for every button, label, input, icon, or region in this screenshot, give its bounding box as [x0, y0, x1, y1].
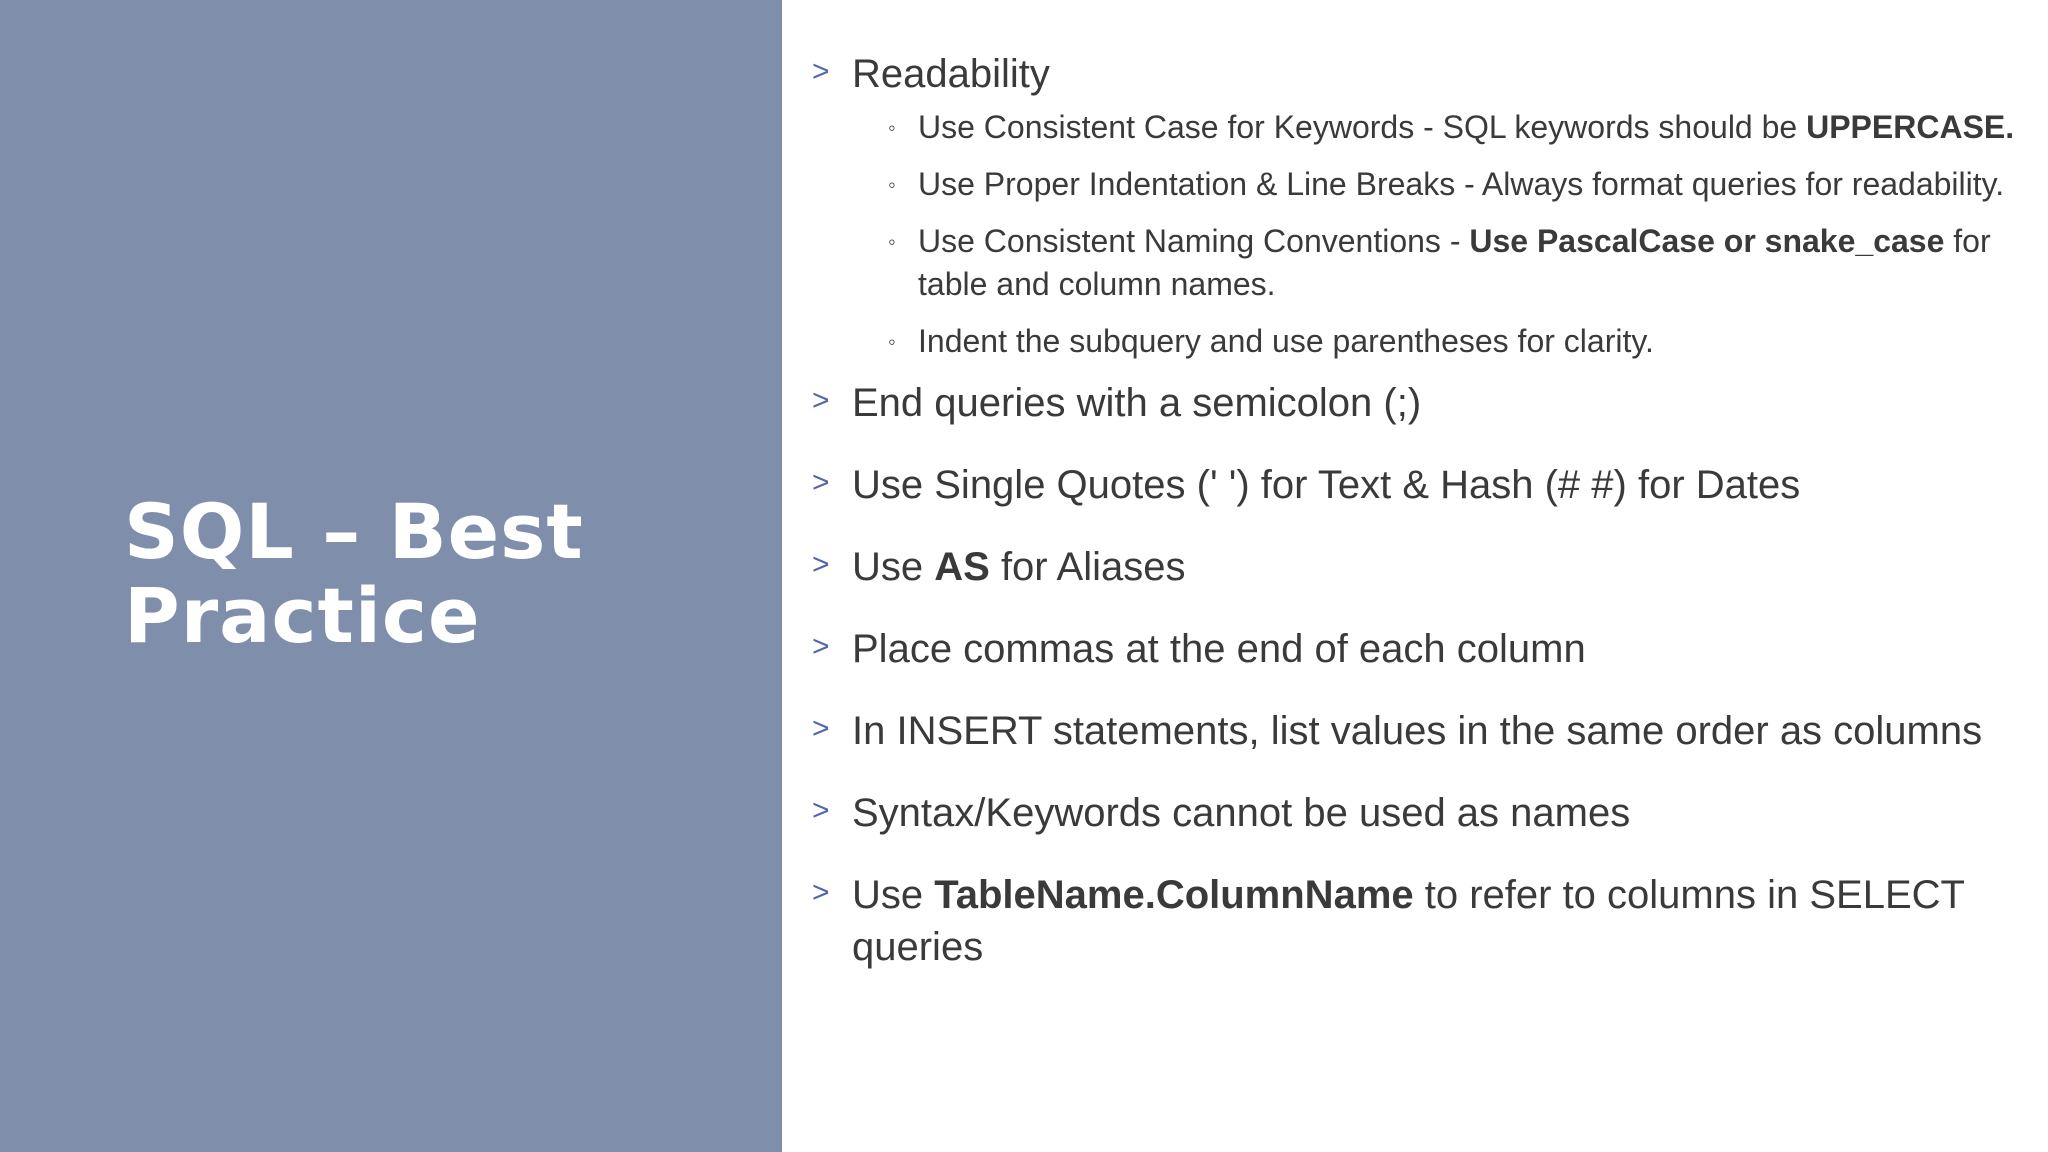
- hollow-circle-bullet-icon: ◦: [888, 229, 896, 254]
- title-panel: [0, 0, 782, 1152]
- sub-item-text: Use Consistent Case for Keywords - SQL keywords should be UPPERCASE.: [918, 109, 2015, 145]
- list-item: [812, 377, 2022, 429]
- sub-item: [852, 163, 2022, 206]
- chevron-right-icon: >: [812, 630, 830, 663]
- list-item-text: Readability: [852, 52, 1050, 96]
- sub-item-text: Indent the subquery and use parentheses for clarity.: [918, 323, 1654, 359]
- title-line-1: SQL – Best: [124, 487, 584, 576]
- list-item-text: In INSERT statements, list values in the same order as columns: [852, 709, 1983, 753]
- chevron-right-icon: >: [812, 466, 830, 499]
- sub-item: [852, 106, 2022, 149]
- hollow-circle-bullet-icon: ◦: [888, 329, 896, 354]
- list-item-text: Use TableName.ColumnName to refer to columns in SELECT queries: [852, 873, 1965, 969]
- chevron-right-icon: >: [812, 712, 830, 745]
- list-item: [812, 787, 2022, 839]
- list-item: [812, 459, 2022, 511]
- list-item-text: Place commas at the end of each column: [852, 627, 1586, 671]
- sub-item: [852, 320, 2022, 363]
- chevron-right-icon: >: [812, 55, 830, 88]
- chevron-right-icon: >: [812, 548, 830, 581]
- chevron-right-icon: >: [812, 384, 830, 417]
- hollow-circle-bullet-icon: ◦: [888, 172, 896, 197]
- chevron-right-icon: >: [812, 876, 830, 909]
- bullet-list: [812, 48, 2022, 1003]
- sub-item-text: Use Proper Indentation & Line Breaks - Always format queries for readability.: [918, 166, 2005, 202]
- sub-item-text: Use Consistent Naming Conventions - Use PascalCase or snake_case for table and column names.: [918, 223, 1991, 302]
- list-item-readability: [812, 48, 2022, 363]
- list-item-text: End queries with a semicolon (;): [852, 381, 1422, 425]
- chevron-right-icon: >: [812, 794, 830, 827]
- list-item: [812, 623, 2022, 675]
- list-item: [812, 705, 2022, 757]
- hollow-circle-bullet-icon: ◦: [888, 115, 896, 140]
- list-item-text: Syntax/Keywords cannot be used as names: [852, 791, 1631, 835]
- list-item-text: Use AS for Aliases: [852, 545, 1186, 589]
- list-item: [812, 541, 2022, 593]
- slide-title: [124, 487, 744, 660]
- list-item-text: Use Single Quotes (' ') for Text & Hash (# #) for Dates: [852, 463, 1801, 507]
- sub-list: [852, 106, 2022, 363]
- title-line-2: Practice: [124, 571, 481, 660]
- list-item: [812, 869, 2022, 973]
- sub-item: [852, 220, 2022, 306]
